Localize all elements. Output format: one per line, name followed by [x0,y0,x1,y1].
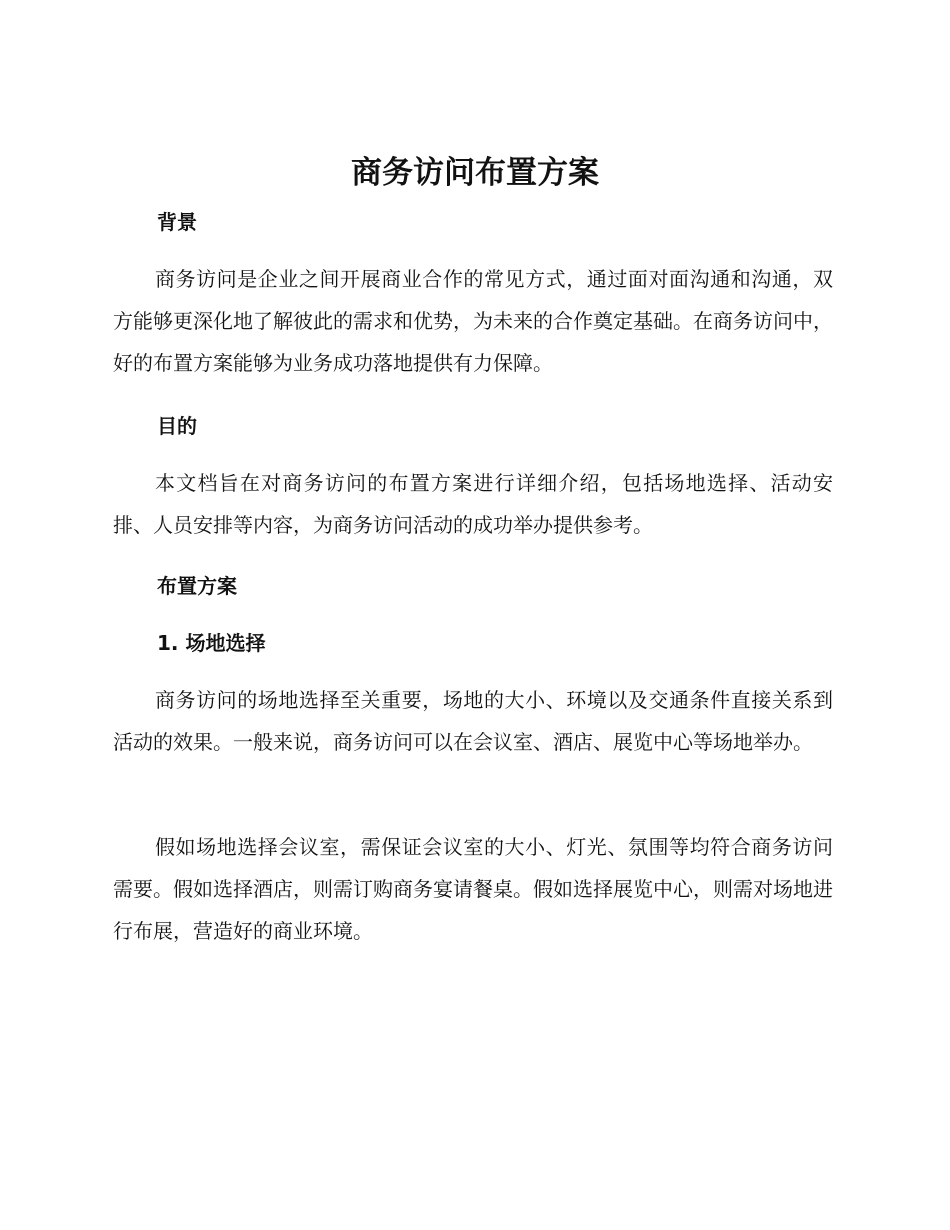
venue-paragraph-2: 假如场地选择会议室，需保证会议室的大小、灯光、氛围等均符合商务访问需要。假如选择酒店，则需订购商务宴请餐桌。假如选择展览中心，则需对场地进行布展，营造好的商业环境。 [113,835,833,943]
section-heading-purpose: 目的 [157,414,197,438]
section-heading-plan: 布置方案 [157,574,237,598]
venue-paragraph-1: 商务访问的场地选择至关重要，场地的大小、环境以及交通条件直接关系到活动的效果。一般来说，商务访问可以在会议室、酒店、展览中心等场地举办。 [113,688,833,754]
section-heading-background: 背景 [157,210,197,234]
background-paragraph: 商务访问是企业之间开展商业合作的常见方式，通过面对面沟通和沟通，双方能够更深化地了解彼此的需求和优势，为未来的合作奠定基础。在商务访问中，好的布置方案能够为业务成功落地提供有力保障。 [113,267,833,375]
section-heading-venue-selection: 1. 场地选择 [157,631,266,655]
document-title: 商务访问布置方案 [351,155,599,191]
purpose-paragraph: 本文档旨在对商务访问的布置方案进行详细介绍，包括场地选择、活动安排、人员安排等内容，为商务访问活动的成功举办提供参考。 [113,471,833,537]
